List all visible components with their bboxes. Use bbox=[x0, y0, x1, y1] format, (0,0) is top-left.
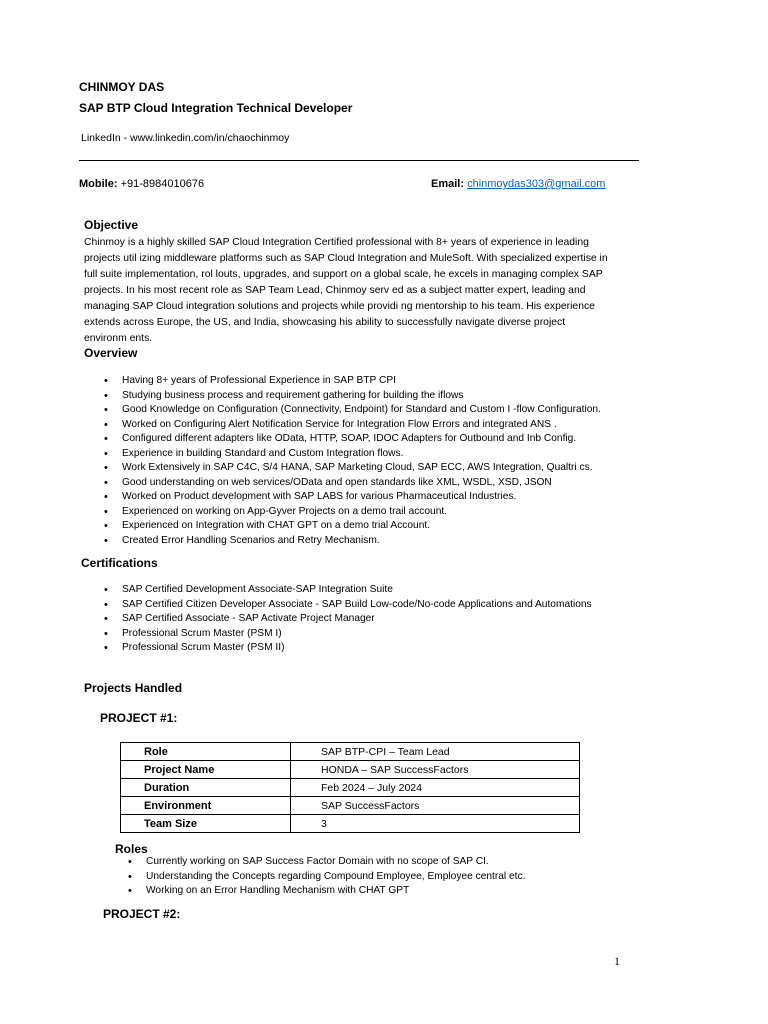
table-key: Role bbox=[121, 743, 291, 761]
list-item: • SAP Certified Associate - SAP Activate Project Manager bbox=[104, 612, 592, 627]
page-number: 1 bbox=[614, 954, 620, 968]
list-item: • Working on an Error Handling Mechanism with CHAT GPT bbox=[128, 884, 525, 899]
table-value: SAP SuccessFactors bbox=[291, 797, 580, 815]
mobile-line bbox=[79, 178, 204, 190]
project1-table bbox=[120, 742, 580, 833]
table-key: Duration bbox=[121, 779, 291, 797]
table-key: Team Size bbox=[121, 815, 291, 833]
candidate-name: CHINMOY DAS bbox=[79, 80, 165, 94]
overview-heading: Overview bbox=[84, 346, 138, 360]
project2-heading: PROJECT #2: bbox=[103, 907, 181, 921]
roles-heading: Roles bbox=[115, 842, 148, 856]
list-item: • SAP Certified Development Associate-SAP Integration Suite bbox=[104, 583, 592, 598]
list-item: • Worked on Configuring Alert Notification Service for Integration Flow Errors and integrated ANS . bbox=[104, 418, 601, 433]
table-value: Feb 2024 – July 2024 bbox=[291, 779, 580, 797]
table-row bbox=[121, 797, 580, 815]
table-value: 3 bbox=[291, 815, 580, 833]
table-row bbox=[121, 815, 580, 833]
list-item: • SAP Certified Citizen Developer Associate - SAP Build Low-code/No-code Applications and Automations bbox=[104, 598, 592, 613]
table-value: SAP BTP-CPI – Team Lead bbox=[291, 743, 580, 761]
roles-list bbox=[128, 855, 525, 899]
list-item: • Created Error Handling Scenarios and Retry Mechanism. bbox=[104, 534, 601, 549]
mobile-label: Mobile: bbox=[79, 178, 118, 190]
list-item: • Worked on Product development with SAP LABS for various Pharmaceutical Industries. bbox=[104, 490, 601, 505]
list-item: • Having 8+ years of Professional Experience in SAP BTP CPI bbox=[104, 374, 601, 389]
list-item: • Experience in building Standard and Custom Integration flows. bbox=[104, 447, 601, 462]
list-item: • Good understanding on web services/OData and open standards like XML, WSDL, XSD, JSON bbox=[104, 476, 601, 491]
certifications-list bbox=[104, 583, 592, 656]
table-value: HONDA – SAP SuccessFactors bbox=[291, 761, 580, 779]
email-link[interactable]: chinmoydas303@gmail.com bbox=[467, 178, 606, 190]
list-item: • Studying business process and requirement gathering for building the iflows bbox=[104, 389, 601, 404]
table-row bbox=[121, 761, 580, 779]
list-item: • Professional Scrum Master (PSM I) bbox=[104, 627, 592, 642]
table-key: Environment bbox=[121, 797, 291, 815]
table-row bbox=[121, 743, 580, 761]
certifications-heading: Certifications bbox=[81, 556, 158, 570]
project1-heading: PROJECT #1: bbox=[100, 711, 178, 725]
list-item: • Professional Scrum Master (PSM II) bbox=[104, 641, 592, 656]
overview-list bbox=[104, 374, 601, 548]
list-item: • Experienced on Integration with CHAT GPT on a demo trial Account. bbox=[104, 519, 601, 534]
table-key: Project Name bbox=[121, 761, 291, 779]
header-divider bbox=[79, 160, 639, 161]
list-item: • Good Knowledge on Configuration (Connectivity, Endpoint) for Standard and Custom I -flow Configuration. bbox=[104, 403, 601, 418]
table-row bbox=[121, 779, 580, 797]
objective-heading: Objective bbox=[84, 218, 139, 232]
objective-text: Chinmoy is a highly skilled SAP Cloud Integration Certified professional with 8+ years of experience in leading projects util izing middleware platforms such as SAP Cloud Integration and MuleSoft. With specialized expertise in full suite implementation, rol louts, upgrades, and support on a global scale, he excels in managing complex SAP projects. In his most recent role as SAP Team Lead, Chinmoy serv ed as a subject matter expert, leading and managing SAP Cloud integration solutions and projects while providi ng mentorship to his team. His experience extends across Europe, the US, and India, showcasing his ability to successfully navigate diverse project environm ents. bbox=[84, 237, 608, 344]
list-item: • Work Extensively in SAP C4C, S/4 HANA, SAP Marketing Cloud, SAP ECC, AWS Integration, Qualtri cs. bbox=[104, 461, 601, 476]
list-item: • Understanding the Concepts regarding Compound Employee, Employee central etc. bbox=[128, 870, 525, 885]
linkedin-line: LinkedIn - www.linkedin.com/in/chaochinmoy bbox=[81, 132, 290, 144]
list-item: • Experienced on working on App-Gyver Projects on a demo trail account. bbox=[104, 505, 601, 520]
mobile-value: +91-8984010676 bbox=[120, 178, 205, 190]
email-label: Email: bbox=[431, 178, 465, 190]
list-item: • Configured different adapters like OData, HTTP, SOAP, IDOC Adapters for Outbound and Inb Config. bbox=[104, 432, 601, 447]
candidate-title: SAP BTP Cloud Integration Technical Developer bbox=[79, 101, 353, 115]
projects-heading: Projects Handled bbox=[84, 681, 183, 695]
list-item: • Currently working on SAP Success Factor Domain with no scope of SAP CI. bbox=[128, 855, 525, 870]
email-line bbox=[431, 178, 605, 190]
